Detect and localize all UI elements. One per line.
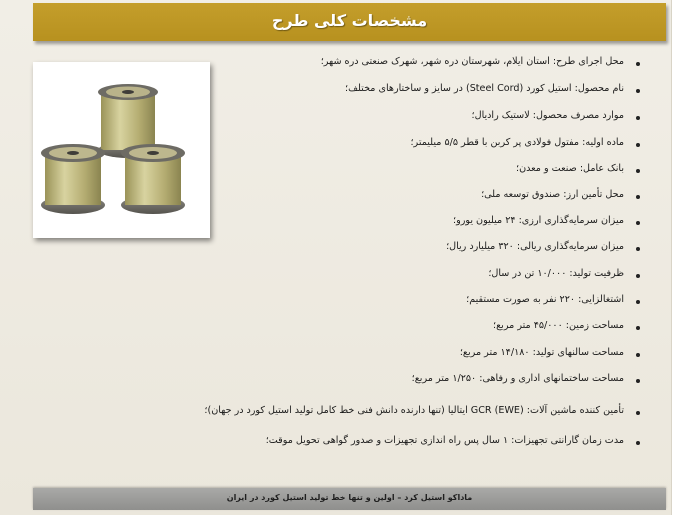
list-item: تأمین کننده ماشین آلات: GCR (EWE) ایتالیا (تنها دارنده دانش فنی خط کامل تولید استیل کورد در جهان)؛ [170,405,640,423]
spool-left [41,144,105,214]
list-item: محل تأمین ارز: صندوق توسعه ملی؛ [170,189,640,207]
footer-text: ماداکو استیل کرد – اولین و تنها خط تولید استیل کورد در ایران [226,493,473,502]
bullet-icon [636,116,640,120]
list-item: ظرفیت تولید: ۱۰/۰۰۰ تن در سال؛ [170,268,640,286]
header-bar [33,3,666,41]
slide-title: مشخصات کلی طرح [271,11,428,30]
bullet-icon [636,195,640,199]
bullet-icon [636,221,640,225]
list-item: مساحت سالنهای تولید: ۱۴/۱۸۰ متر مربع؛ [170,347,640,365]
list-item: ماده اولیه: مفتول فولادی پر کربن با قطر ۵/۵ میلیمتر؛ [170,137,640,155]
bullet-icon [636,169,640,173]
bullet-icon [636,411,640,415]
bullet-icon [636,441,640,445]
bullet-icon [636,89,640,93]
list-item: نام محصول: استیل کورد (Steel Cord) در سایز و ساختارهای مختلف؛ [170,83,640,101]
bullet-icon [636,143,640,147]
bullet-icon [636,274,640,278]
footer-bar [33,488,666,510]
list-item: اشتغالزایی: ۲۲۰ نفر به صورت مستقیم؛ [170,294,640,312]
bullet-icon [636,326,640,330]
list-item: مساحت ساختمانهای اداری و رفاهی: ۱/۲۵۰ متر مربع؛ [170,373,640,391]
list-item: بانک عامل: صنعت و معدن؛ [170,163,640,181]
bullet-icon [636,379,640,383]
list-item: مدت زمان گارانتی تجهیزات: ۱ سال پس راه اندازی تجهیزات و صدور گواهی تحویل موقت؛ [170,435,640,453]
bullet-icon [636,353,640,357]
bullet-icon [636,247,640,251]
list-item: میزان سرمایه‌گذاری ریالی: ۳۲۰ میلیارد ریال؛ [170,241,640,259]
list-item: موارد مصرف محصول: لاستیک رادیال؛ [170,110,640,128]
list-item: میزان سرمایه‌گذاری ارزی: ۲۴ میلیون یورو؛ [170,215,640,233]
bullet-icon [636,62,640,66]
list-item: مساحت زمین: ۴۵/۰۰۰ متر مربع؛ [170,320,640,338]
list-item: محل اجرای طرح: استان ایلام، شهرستان دره شهر، شهرک صنعتی دره شهر؛ [170,56,640,74]
bullet-icon [636,300,640,304]
